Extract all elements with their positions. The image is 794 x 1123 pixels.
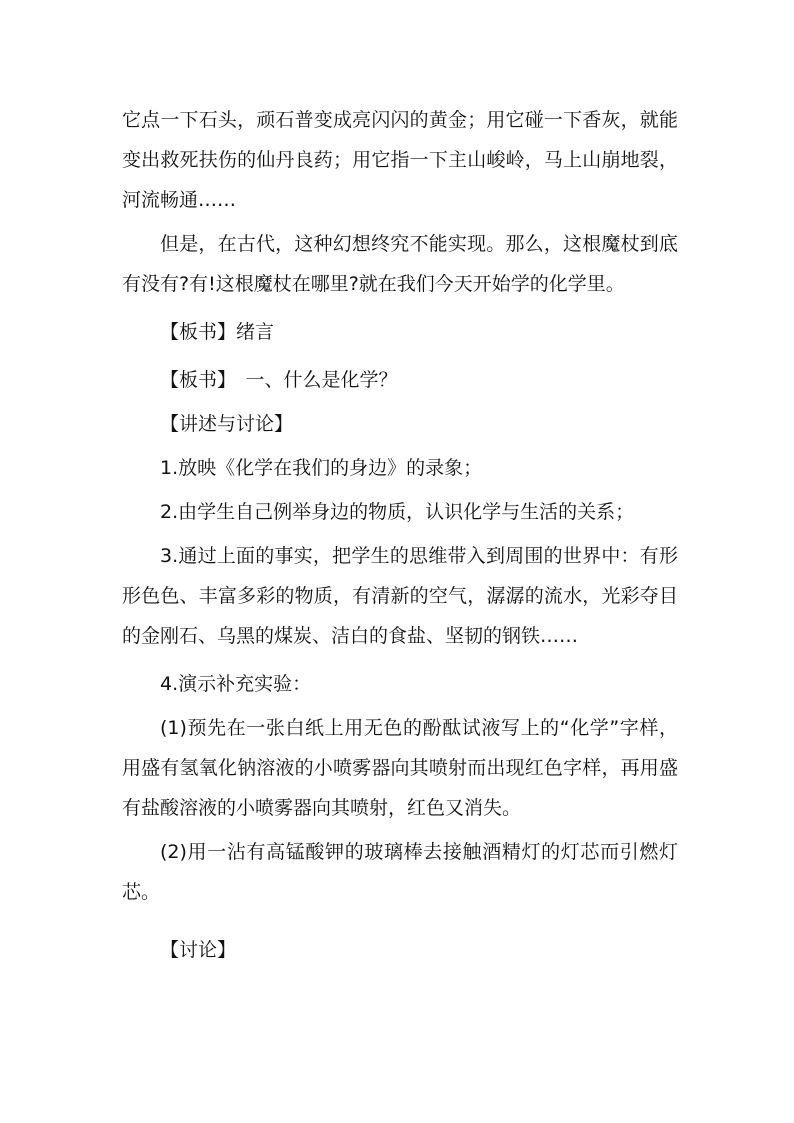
board-writing-what-is-chemistry: 【板书】 一、什么是化学？	[160, 369, 398, 391]
discussion-heading: 【讨论】	[160, 939, 237, 961]
lecture-and-discussion-heading: 【讲述与讨论】	[160, 413, 294, 435]
list-item-surrounding-world: 3.通过上面的事实，把学生的思维带入到周围的世界中：有形形色色、丰富多彩的物质，有清新的空气，潺潺的流水，光彩夺目的金刚石、乌黑的煤炭、洁白的食盐、坚韧的钢铁……	[122, 545, 678, 647]
document-body	[122, 100, 678, 970]
list-item-demo-experiment: 4.演示补充实验：	[160, 673, 312, 695]
experiment-step-2: (2)用一沾有高锰酸钾的玻璃棒去接触酒精灯的灯芯而引燃灯芯。	[122, 841, 678, 903]
list-item-video: 1.放映《化学在我们的身边》的录象；	[160, 457, 483, 479]
list-item-student-examples: 2.由学生自己例举身边的物质，认识化学与生活的关系；	[160, 501, 635, 523]
paragraph-ancient-fantasy: 但是，在古代，这种幻想终究不能实现。那么，这根魔杖到底有没有?有!这根魔杖在哪里?就在我们今天开始学的化学里。	[122, 233, 678, 295]
board-writing-introduction: 【板书】绪言	[160, 321, 275, 343]
paragraph-magic-wand-description: 它点一下石头，顽石普变成亮闪闪的黄金；用它碰一下香灰，就能变出救死扶伤的仙丹良药；用它指一下主山峻岭，马上山崩地裂，河流畅通……	[122, 109, 678, 211]
experiment-step-1: (1)预先在一张白纸上用无色的酚酞试液写上的“化学”字样，用盛有氢氧化钠溶液的小喷雾器向其喷射而出现红色字样，再用盛有盐酸溶液的小喷雾器向其喷射，红色又消失。	[122, 717, 678, 819]
